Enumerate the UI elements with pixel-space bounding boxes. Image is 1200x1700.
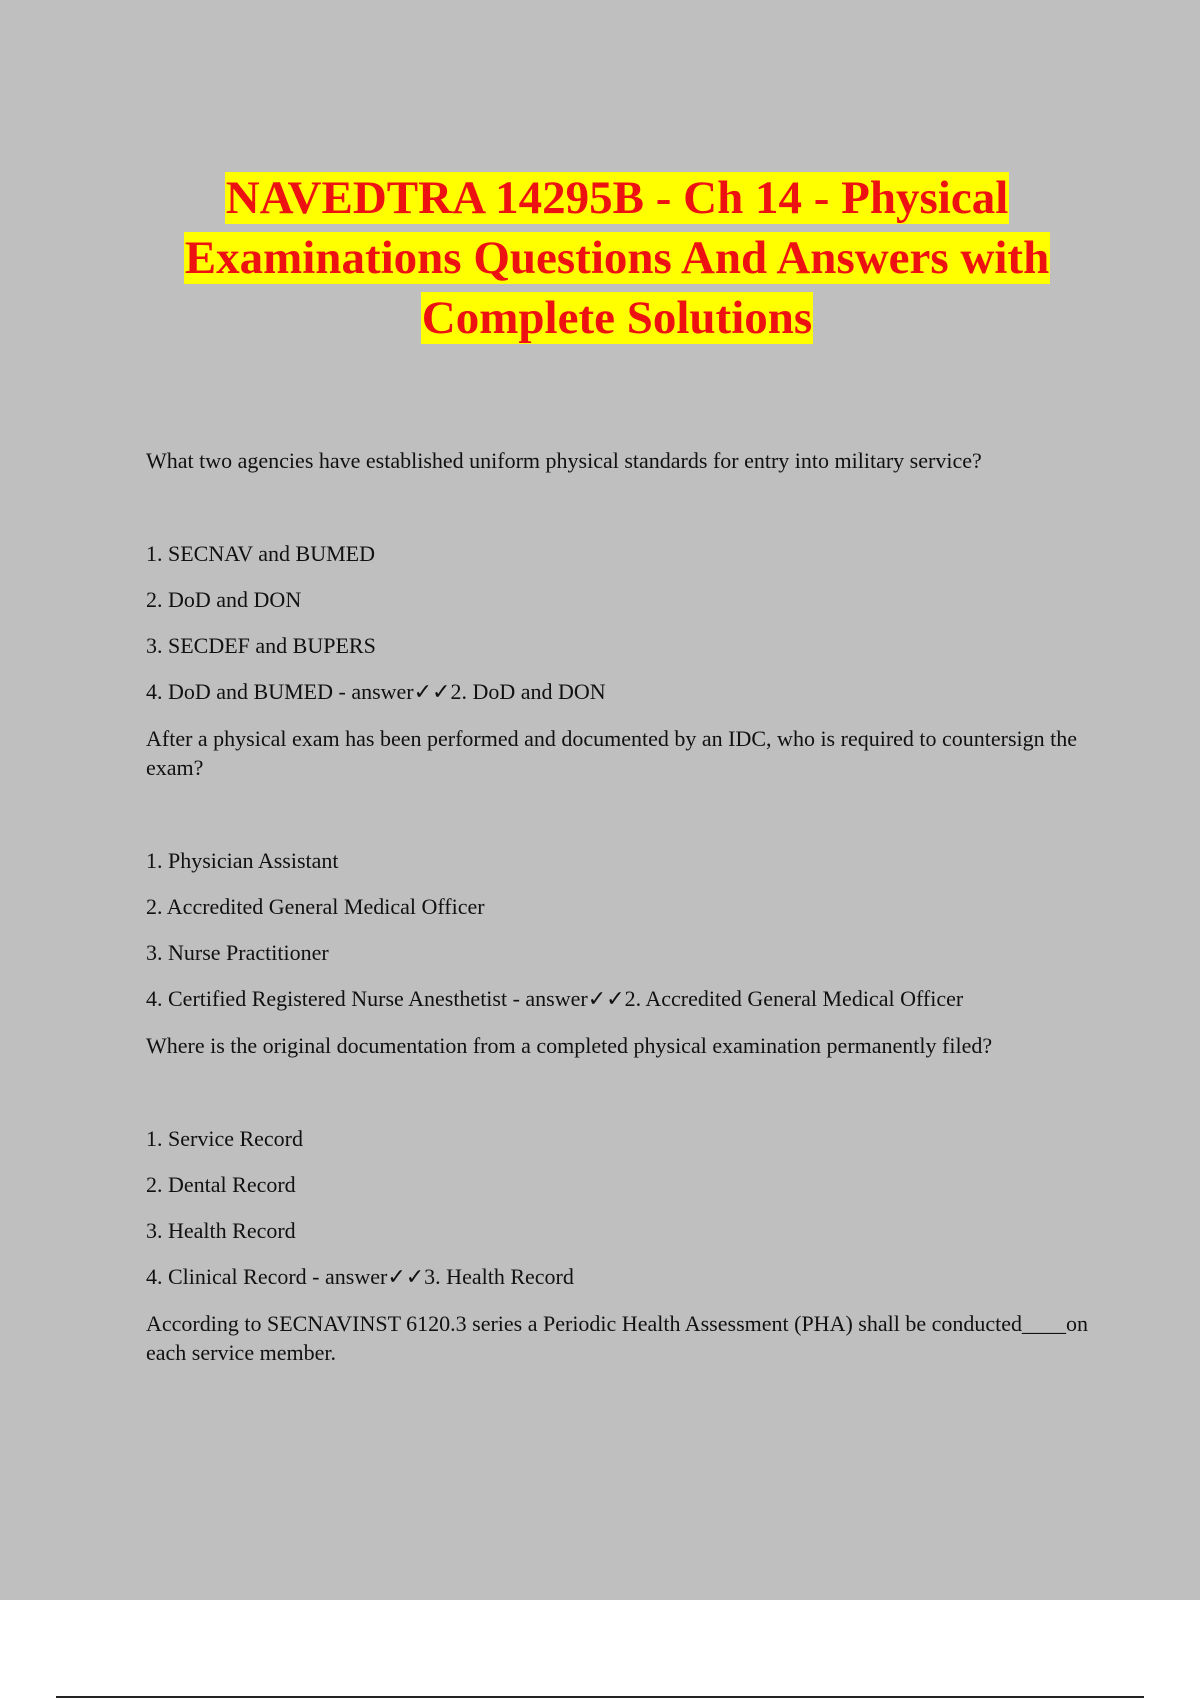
- question-1-option-4-answer: 4. DoD and BUMED - answer✓✓2. DoD and DON: [146, 679, 606, 704]
- page-divider: [56, 1696, 1144, 1698]
- question-2-option-3: 3. Nurse Practitioner: [146, 940, 329, 965]
- question-1-option-1: 1. SECNAV and BUMED: [146, 541, 375, 566]
- question-2-option-1: 1. Physician Assistant: [146, 848, 339, 873]
- title-line-2: Examinations Questions And Answers with: [184, 232, 1050, 284]
- title-line-3: Complete Solutions: [421, 292, 813, 344]
- question-3-option-4-answer: 4. Clinical Record - answer✓✓3. Health Record: [146, 1264, 574, 1289]
- question-1-option-2: 2. DoD and DON: [146, 587, 302, 612]
- question-3-option-1: 1. Service Record: [146, 1126, 303, 1151]
- document-title: [100, 168, 1134, 348]
- question-1-option-3: 3. SECDEF and BUPERS: [146, 633, 376, 658]
- question-3-option-3: 3. Health Record: [146, 1218, 296, 1243]
- title-line-1: NAVEDTRA 14295B - Ch 14 - Physical: [225, 172, 1009, 224]
- question-2: After a physical exam has been performed and documented by an IDC, who is required to countersign the exam?: [146, 726, 1078, 780]
- question-3-option-2: 2. Dental Record: [146, 1172, 296, 1197]
- question-2-option-2: 2. Accredited General Medical Officer: [146, 894, 485, 919]
- question-4: According to SECNAVINST 6120.3 series a Periodic Health Assessment (PHA) shall be conducted____on each service member.: [146, 1311, 1089, 1365]
- question-1: What two agencies have established uniform physical standards for entry into military service?: [146, 448, 982, 473]
- document-body: [146, 446, 1096, 1367]
- question-3: Where is the original documentation from a completed physical examination permanently filed?: [146, 1033, 993, 1058]
- question-2-option-4-answer: 4. Certified Registered Nurse Anesthetist - answer✓✓2. Accredited General Medical Officer: [146, 986, 964, 1011]
